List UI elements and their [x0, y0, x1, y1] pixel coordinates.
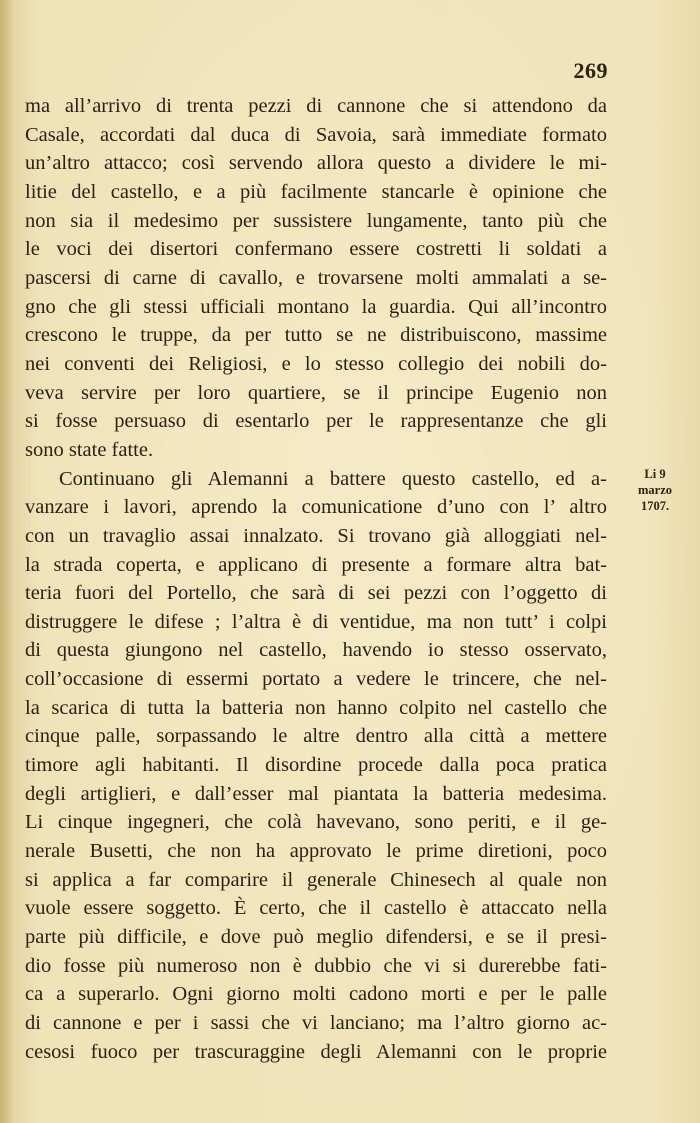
text-line: teria fuori del Portello, che sarà di sei pezzi con l’oggetto di: [25, 582, 607, 605]
body-text: [25, 92, 607, 1066]
paragraph-end-line: sono state fatte.: [25, 438, 154, 461]
text-line: vanzare i lavori, aprendo la comunicatione d’uno con l’ altro: [25, 496, 607, 519]
page-number: 269: [573, 58, 608, 83]
text-line: Casale, accordati dal duca di Savoia, sarà immediate formato: [25, 123, 607, 146]
text-line: degli artiglieri, e dall’esser mal piantata la batteria medesima.: [25, 782, 607, 805]
text-line: le voci dei disertori confermano essere costretti li soldati a: [25, 238, 607, 261]
text-line: ca a superarlo. Ogni giorno molti cadono morti e per le palle: [25, 983, 607, 1006]
text-line: cinque palle, sorpassando le altre dentro alla città a mettere: [25, 725, 607, 748]
text-line: un’altro attacco; così servendo allora questo a dividere le mi-: [25, 152, 607, 175]
text-line: crescono le truppe, da per tutto se ne distribuiscono, massime: [25, 324, 607, 347]
margin-note-year: 1707.: [640, 499, 670, 513]
text-line: timore agli habitanti. Il disordine procede dalla poca pratica: [25, 754, 607, 777]
text-line: nerale Busetti, che non ha approvato le prime diretioni, poco: [25, 840, 607, 863]
paragraph-start-line: Continuano gli Alemanni a battere questo castello, ed a-: [59, 467, 607, 490]
text-line: nei conventi dei Religiosi, e lo stesso collegio dei nobili do-: [25, 352, 607, 375]
text-line: si applica a far comparire il generale Chinesech al quale non: [25, 868, 607, 891]
text-line: di cannone e per i sassi che vi lanciano; ma l’altro giorno ac-: [25, 1012, 607, 1034]
margin-date-note: [620, 466, 690, 514]
text-line: con un travaglio assai innalzato. Si trovano già alloggiati nel-: [25, 524, 607, 547]
text-line: dio fosse più numeroso non è dubbio che vi si durerebbe fati-: [25, 954, 607, 977]
text-line: vuole essere soggetto. È certo, che il castello è attaccato nella: [25, 897, 607, 920]
margin-note-month: marzo: [637, 483, 672, 497]
text-line: la scarica di tutta la batteria non hanno colpito nel castello che: [25, 696, 607, 719]
text-line: Li cinque ingegneri, che colà havevano, sono periti, e il ge-: [25, 811, 607, 834]
text-line: di questa giungono nel castello, havendo io stesso osservato,: [25, 639, 607, 662]
text-line: litie del castello, e a più facilmente stancarle è opinione che: [25, 180, 607, 203]
text-line: non sia il medesimo per sussistere lungamente, tanto più che: [25, 209, 607, 232]
margin-note-day: Li 9: [644, 467, 666, 481]
text-line: coll’occasione di essermi portato a vedere le trincere, che nel-: [25, 668, 607, 691]
text-line: cesosi fuoco per trascuraggine degli Alemanni con le proprie: [25, 1040, 607, 1063]
text-line: ma all’arrivo di trenta pezzi di cannone che si attendono da: [25, 95, 607, 117]
text-line: gno che gli stessi ufficiali montano la guardia. Qui all’incontro: [25, 295, 607, 318]
text-line: veva servire per loro quartiere, se il principe Eugenio non: [25, 381, 607, 404]
text-line: pascersi di carne di cavallo, e trovarsene molti ammalati a se-: [25, 266, 607, 289]
text-line: si fosse persuaso di esentarlo per le rappresentanze che gli: [25, 410, 607, 433]
text-line: parte più difficile, e dove può meglio difendersi, e se il presi-: [25, 926, 607, 949]
text-line: la strada coperta, e applicano di presente a formare altra bat-: [25, 553, 607, 576]
text-line: distruggere le difese ; l’altra è di ventidue, ma non tutt’ i colpi: [25, 610, 607, 633]
